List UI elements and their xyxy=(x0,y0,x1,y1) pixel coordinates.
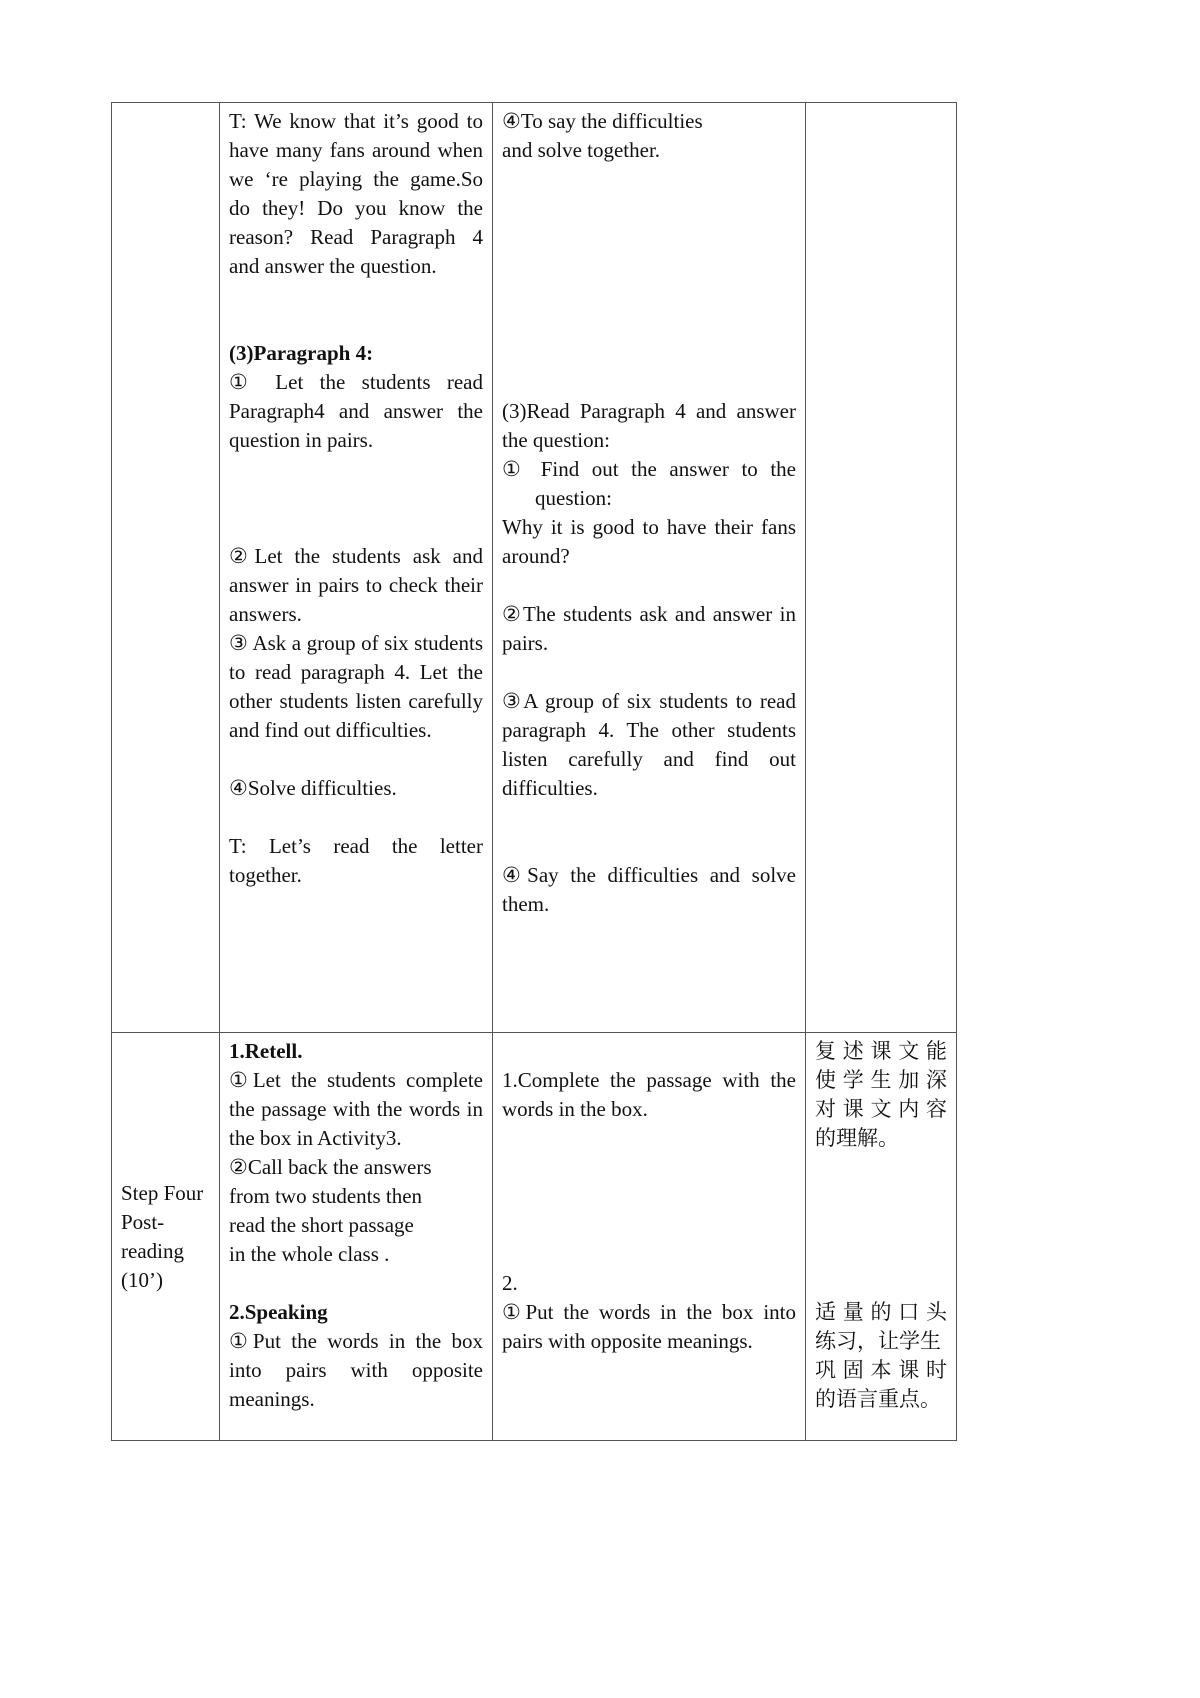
teacher-step-3: ③ Ask a group of six students to read paragraph 4. Let the other students listen carefully and find out difficulties. xyxy=(229,631,483,742)
purpose-cell-empty xyxy=(806,103,957,1033)
student-retell-step-1: 1.Complete the passage with the words in the box. xyxy=(502,1068,796,1121)
student-heading: (3)Read Paragraph 4 and answer the question: xyxy=(502,399,796,452)
teacher-intro-text: T: We know that it’s good to have many fans around when we ‘re playing the game.So do they! Do you know the reason? Read Paragraph 4 and answer the question. xyxy=(229,109,483,278)
student-step-4: ④Say the difficulties and solve them. xyxy=(502,863,796,916)
teacher-retell-step-2-line-4: in the whole class . xyxy=(229,1242,390,1266)
purpose-1-line-4: 的理解。 xyxy=(815,1126,899,1150)
teacher-step-2: ②Let the students ask and answer in pairs to check their answers. xyxy=(229,544,483,626)
table-row xyxy=(112,103,957,1033)
purpose-1-line-3: 对课文内容 xyxy=(815,1097,947,1121)
step-cell-empty xyxy=(112,103,220,1033)
purpose-2-line-3: 巩固本课时 xyxy=(815,1358,947,1382)
paragraph-heading: (3)Paragraph 4: xyxy=(229,341,374,365)
step-label-line-2: Post- xyxy=(121,1209,165,1234)
speaking-heading: 2.Speaking xyxy=(229,1300,328,1324)
teacher-step-4: ④Solve difficulties. xyxy=(229,776,397,800)
step-cell xyxy=(112,1033,220,1441)
student-activity-cell xyxy=(493,103,806,1033)
student-top-line-1: ④To say the difficulties xyxy=(502,109,703,133)
student-step-1: ① Find out the answer to the question: xyxy=(502,457,796,510)
student-top-line-2: and solve together. xyxy=(502,138,661,162)
teacher-retell-step-2-line-3: read the short passage xyxy=(229,1213,414,1237)
step-label-line-4: (10’) xyxy=(121,1267,163,1292)
purpose-2-line-2: 练习，让学生 xyxy=(815,1329,941,1353)
teacher-retell-step-2-line-1: ②Call back the answers xyxy=(229,1155,432,1179)
teacher-retell-step-2-line-2: from two students then xyxy=(229,1184,423,1208)
purpose-1-line-2: 使学生加深 xyxy=(815,1068,947,1092)
step-label-line-1: Step Four xyxy=(121,1180,204,1205)
purpose-cell xyxy=(806,1033,957,1441)
retell-heading: 1.Retell. xyxy=(229,1039,303,1063)
teacher-closing-text: T: Let’s read the letter together. xyxy=(229,834,483,887)
purpose-1-line-1: 复述课文能 xyxy=(815,1039,947,1063)
teacher-activity-cell xyxy=(220,103,493,1033)
student-step-3: ③A group of six students to read paragraph 4. The other students listen carefully and find out difficulties. xyxy=(502,689,796,800)
lesson-plan-table xyxy=(111,102,957,1441)
step-label-line-3: reading xyxy=(121,1238,184,1263)
student-step-2: ②The students ask and answer in pairs. xyxy=(502,602,796,655)
table-row xyxy=(112,1033,957,1441)
teacher-activity-cell xyxy=(220,1033,493,1441)
student-activity-cell xyxy=(493,1033,806,1441)
student-speaking-number: 2. xyxy=(502,1271,518,1295)
teacher-step-1: ① Let the students read Paragraph4 and answer the question in pairs. xyxy=(229,370,483,452)
student-question: Why it is good to have their fans around? xyxy=(502,515,796,568)
purpose-2-line-4: 的语言重点。 xyxy=(815,1387,941,1411)
purpose-2-line-1: 适量的口头 xyxy=(815,1300,947,1324)
student-speaking-step-1: ①Put the words in the box into pairs with opposite meanings. xyxy=(502,1300,796,1353)
teacher-retell-step-1: ①Let the students complete the passage with the words in the box in Activity3. xyxy=(229,1068,483,1150)
teacher-speaking-step-1: ①Put the words in the box into pairs with opposite meanings. xyxy=(229,1329,483,1411)
